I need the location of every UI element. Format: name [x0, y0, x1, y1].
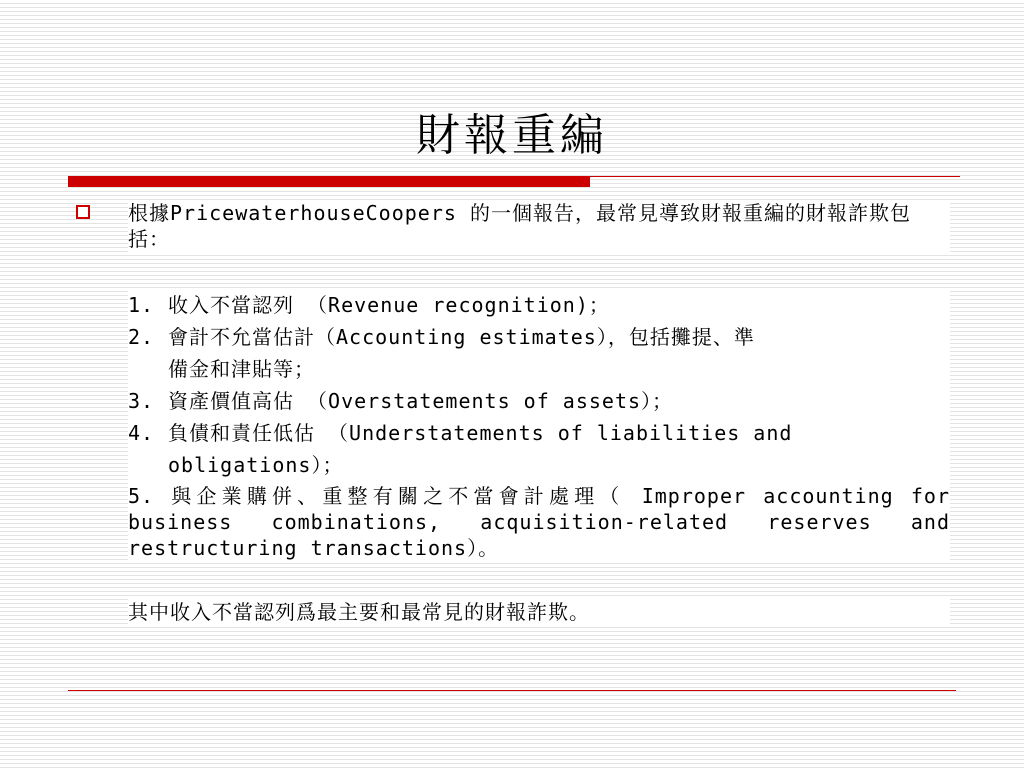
title-underline-thin [590, 176, 960, 177]
list-item-text: 會計不允當估計（Accounting estimates），包括攤提、準 [168, 325, 755, 349]
conclusion-paragraph: 其中收入不當認列爲最主要和最常見的財報詐欺。 [128, 599, 950, 625]
list-item-continuation: 備金和津貼等； [168, 357, 315, 381]
list-item [128, 417, 950, 481]
list-item-text: 資產價值高估 （Overstatements of assets）； [168, 389, 674, 413]
footer-rule [68, 690, 956, 691]
list-item-number: 4. [128, 421, 155, 445]
list-item-number: 2. [128, 325, 155, 349]
square-bullet-icon [76, 205, 90, 219]
intro-paragraph: 根據PricewaterhouseCoopers 的一個報告，最常見導致財報重編的財報詐欺包括： [128, 200, 950, 252]
list-item [128, 289, 950, 321]
list-item-5: 5. 與企業購併、重整有關之不當會計處理（ Improper accounting for business combinations, acquisition-related reserves and restructuring transactions）。 [128, 484, 950, 560]
list-item [128, 385, 950, 417]
title-underline-thick [68, 176, 590, 187]
list-item [128, 321, 950, 385]
list-item-number: 1. [128, 293, 155, 317]
list-item-text: 負債和責任低估 （Understatements of liabilities and [168, 421, 793, 445]
slide-title: 財報重編 [416, 110, 608, 161]
list-item-continuation: obligations）； [168, 453, 344, 477]
numbered-list [128, 289, 950, 561]
list-item-number: 3. [128, 389, 155, 413]
list-item-text: 收入不當認列 （Revenue recognition)； [168, 293, 610, 317]
slide-body [128, 200, 950, 645]
